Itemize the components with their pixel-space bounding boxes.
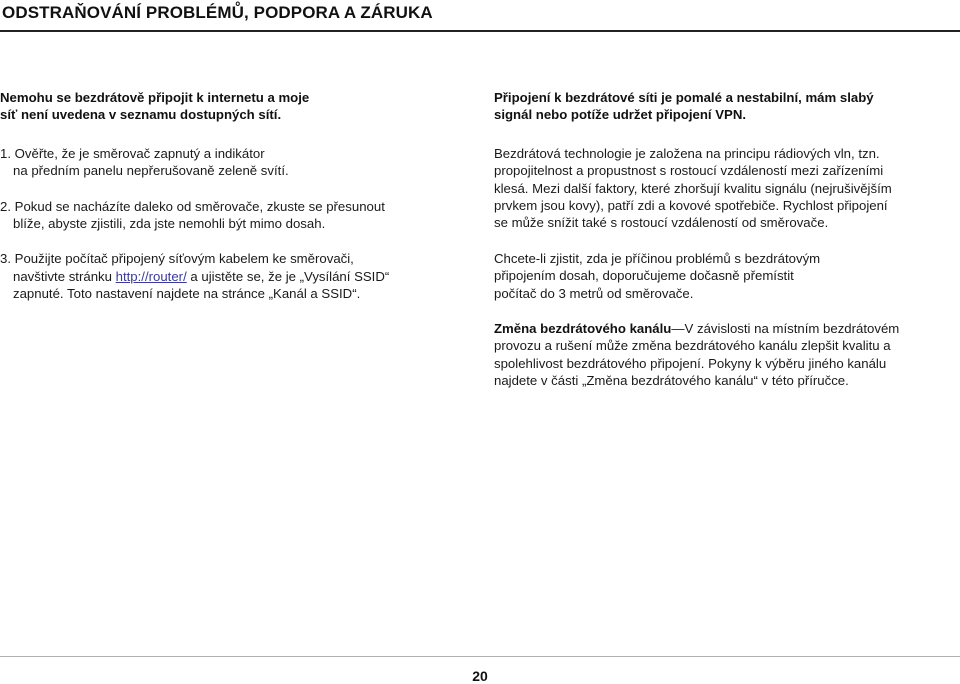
- step-line: [0, 268, 470, 285]
- step-line: 1. Ověřte, že je směrovač zapnutý a indikátor: [0, 145, 265, 161]
- page-title: ODSTRAŇOVÁNÍ PROBLÉMŮ, PODPORA A ZÁRUKA: [2, 3, 433, 22]
- paragraph-line: spolehlivost bezdrátového připojení. Pokyny k výběru jiného kanálu: [494, 355, 887, 371]
- step-1: [0, 145, 470, 180]
- heading-line: Nemohu se bezdrátově připojit k internetu a moje: [0, 90, 310, 105]
- paragraph-radio-technology: [494, 145, 956, 232]
- page-number: 20: [472, 668, 488, 684]
- right-question-heading: [494, 89, 956, 124]
- paragraph-change-channel: [494, 320, 956, 390]
- step-text: navštivte stránku: [13, 268, 116, 284]
- heading-line: signál nebo potíže udržet připojení VPN.: [494, 107, 747, 123]
- step-line: 3. Použijte počítač připojený síťovým kabelem ke směrovači,: [0, 251, 354, 267]
- router-link[interactable]: http://router/: [115, 268, 187, 284]
- step-3: [0, 250, 470, 302]
- paragraph-line: Bezdrátová technologie je založena na principu rádiových vln, tzn.: [494, 145, 880, 161]
- paragraph-line: najdete v části „Změna bezdrátového kanálu“ v této příručce.: [494, 373, 849, 389]
- paragraph-text: —V závislosti na místním bezdrátovém: [671, 321, 900, 337]
- paragraph-line: prvkem jsou kovy), patří zdi a kovové spotřebiče. Rychlost připojení: [494, 198, 888, 214]
- paragraph-line: Chcete-li zjistit, zda je příčinou problémů s bezdrátovým: [494, 250, 821, 266]
- paragraph-line: se může snížit také s rostoucí vzdáleností od směrovače.: [494, 215, 829, 231]
- step-line: 2. Pokud se nacházíte daleko od směrovače, zkuste se přesunout: [0, 198, 385, 214]
- paragraph-line: provozu a rušení může změna bezdrátového kanálu zlepšit kvalitu a: [494, 338, 891, 354]
- step-line: na předním panelu nepřerušovaně zeleně svítí.: [13, 163, 289, 179]
- step-line: zapnuté. Toto nastavení najdete na stránce „Kanál a SSID“.: [13, 286, 361, 302]
- heading-line: síť není uvedena v seznamu dostupných sítí.: [0, 107, 282, 123]
- heading-line: Připojení k bezdrátové síti je pomalé a nestabilní, mám slabý: [494, 90, 874, 105]
- left-column: [0, 89, 470, 321]
- paragraph-line: propojitelnost a propustnost s rostoucí vzdáleností mezi zařízeními: [494, 163, 884, 179]
- step-text: a ujistěte se, že je „Vysílání SSID“: [186, 268, 390, 284]
- step-line: blíže, abyste zjistili, zda jste nemohli být mimo dosah.: [13, 216, 326, 232]
- change-channel-lead: Změna bezdrátového kanálu: [494, 321, 672, 337]
- step-2: [0, 198, 470, 233]
- paragraph-line: počítač do 3 metrů od směrovače.: [494, 285, 694, 301]
- paragraph-range-check: [494, 250, 956, 302]
- title-divider: [0, 30, 960, 32]
- left-question-heading: [0, 89, 470, 124]
- paragraph-line: připojením dosah, doporučujeme dočasně přemístit: [494, 268, 794, 284]
- right-column: [494, 89, 956, 408]
- footer-divider: [0, 656, 960, 657]
- paragraph-line: [494, 320, 956, 337]
- paragraph-line: klesá. Mezi další faktory, které zhoršují kvalitu signálu (nejrušivějším: [494, 180, 892, 196]
